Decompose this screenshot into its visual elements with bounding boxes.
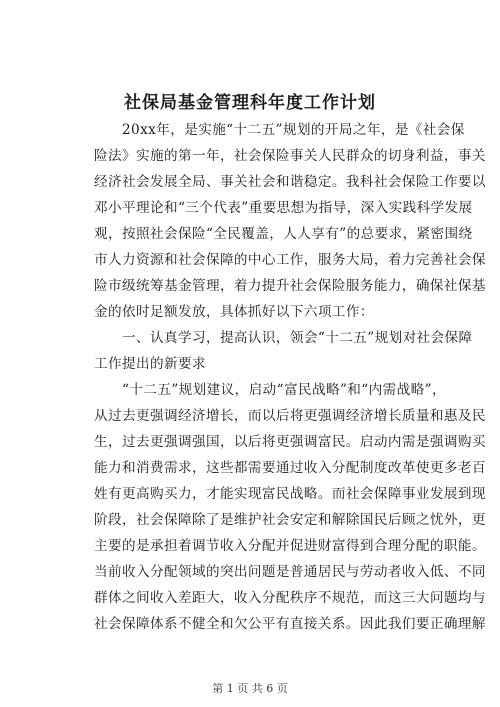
body-line: 险法》实施的第一年，社会保险事关人民群众的切身利益，事关	[94, 148, 486, 164]
body-line: 金的依时足额发放，具体抓好以下六项工作：	[94, 304, 374, 320]
body-line: 能力和消费需求，这些都需要通过收入分配制度改革使更多老百	[94, 460, 486, 476]
body-line: 主要的是承担着调节收入分配并促进财富得到合理分配的职能。	[94, 538, 486, 554]
document-title: 社保局基金管理科年度工作计划	[124, 93, 376, 113]
body-line: 20xx年，是实施“十二五”规划的开局之年，是《社会保	[94, 122, 465, 138]
body-line: 邓小平理论和“三个代表”重要思想为指导，深入实践科学发展	[94, 200, 473, 216]
body-line: 社会保障体系不健全和欠公平有直接关系。因此我们要正确理解	[94, 616, 486, 632]
body-line: 生，过去更强调强国，以后将更强调富民。启动内需是强调购买	[94, 434, 486, 450]
section-heading-line: 一、认真学习，提高认识，领会“十二五”规划对社会保障	[94, 330, 473, 346]
body-line: 从过去更强调经济增长，而以后将更强调经济增长质量和惠及民	[94, 408, 486, 424]
body-line: 姓有更高购买力，才能实现富民战略。而社会保障事业发展到现	[94, 486, 486, 502]
body-line: 观，按照社会保险“全民覆盖，人人享有”的总要求，紧密围绕	[94, 226, 473, 242]
page-number-footer: 第 1 页 共 6 页	[212, 682, 288, 695]
body-line: “十二五”规划建议，启动“富民战略”和“内需战略”，	[94, 382, 446, 398]
body-line: 险市级统筹基金管理，着力提升社会保险服务能力，确保社保基	[94, 278, 486, 294]
body-line: 经济社会发展全局、事关社会和谐稳定。我科社会保险工作要以	[94, 174, 486, 190]
body-line: 当前收入分配领域的突出问题是普通居民与劳动者收入低、不同	[94, 564, 486, 580]
body-line: 群体之间收入差距大，收入分配秩序不规范，而这三大问题均与	[94, 590, 486, 606]
body-line: 市人力资源和社会保障的中心工作，服务大局，着力完善社会保	[94, 252, 486, 268]
section-heading-line: 工作提出的新要求	[94, 356, 206, 372]
body-line: 阶段，社会保障除了是维护社会安定和解除国民后顾之忧外，更	[94, 512, 486, 528]
